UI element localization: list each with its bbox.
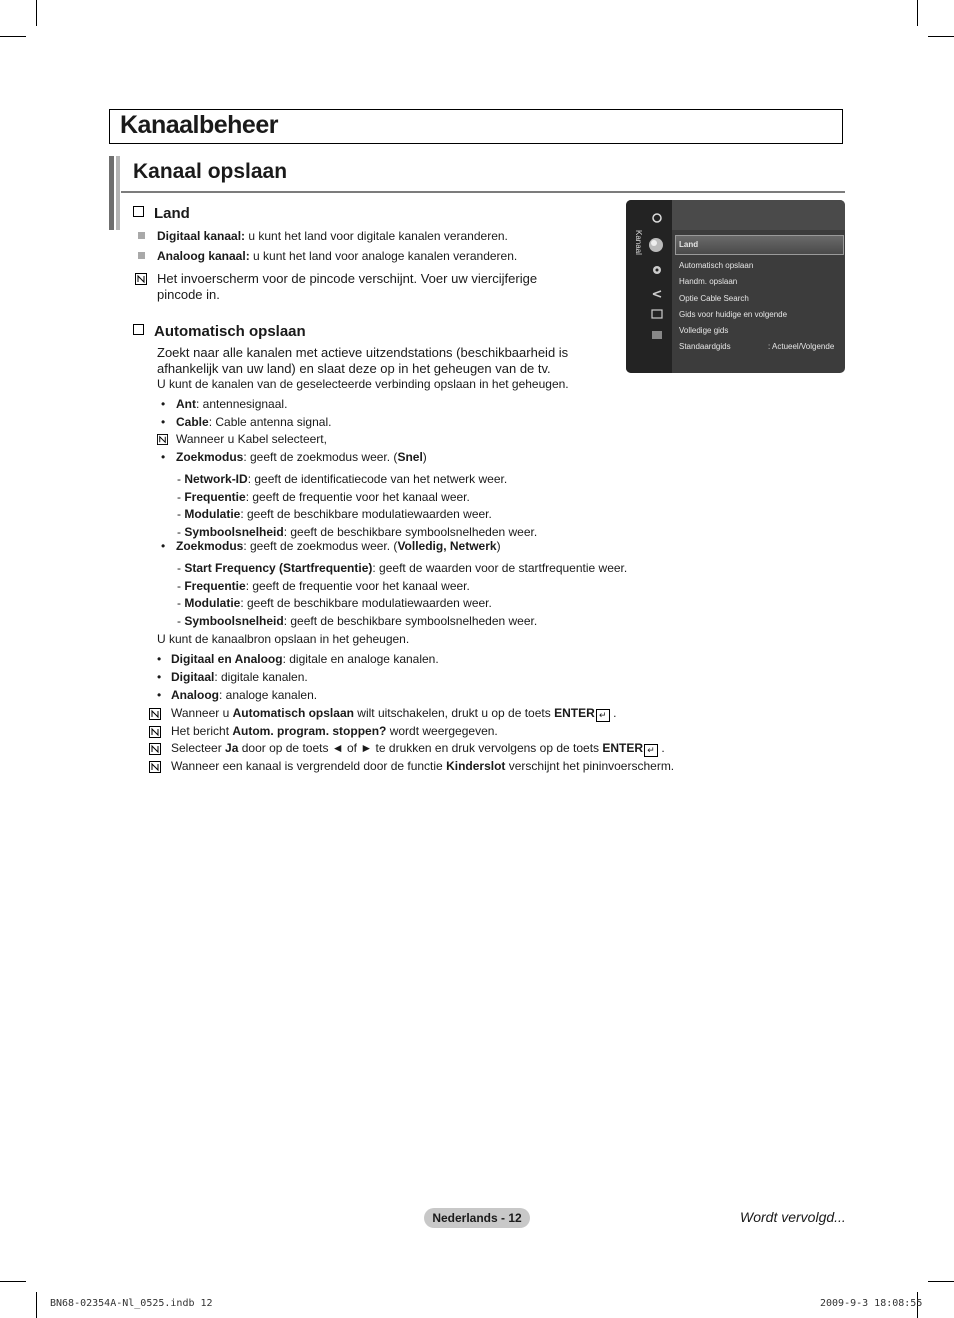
section-title: Kanaal opslaan: [133, 160, 288, 183]
crop-mark: [0, 1281, 26, 1282]
continued-label: Wordt vervolgd...: [740, 1209, 846, 1225]
section-bar: [116, 156, 120, 230]
crop-mark: [36, 1292, 37, 1318]
tv-menu-item: Automatisch opslaan: [679, 261, 754, 270]
tv-menu-item: Standaardgids: [679, 342, 731, 351]
source-item: Digitaal en Analoog: digitale en analoge kanalen.: [171, 652, 439, 666]
item-zoekmodus-snel: Zoekmodus: geeft de zoekmodus weer. (Snel): [176, 450, 427, 464]
bullet: •: [157, 670, 162, 684]
tv-menu-sidebar: [626, 200, 672, 373]
tv-menu-screenshot: [626, 200, 845, 373]
enter-icon: ↵: [596, 709, 610, 722]
land-heading: Land: [133, 205, 190, 222]
snel-item: - Symboolsnelheid: geeft de beschikbare symboolsnelheden weer.: [177, 525, 538, 539]
auto-intro: Zoekt naar alle kanalen met actieve uitzendstations (beschikbaarheid is afhankelijk van uw land) en slaat deze op in het geheugen van de tv.: [157, 345, 569, 376]
source-item: Analoog: analoge kanalen.: [171, 688, 318, 702]
full-item: - Symboolsnelheid: geeft de beschikbare symboolsnelheden weer.: [177, 614, 538, 628]
checkbox-icon: [133, 206, 144, 217]
full-item: - Modulatie: geeft de beschikbare modulatiewaarden weer.: [177, 596, 492, 610]
section-bar: [109, 156, 114, 230]
snel-item: - Frequentie: geeft de frequentie voor het kanaal weer.: [177, 490, 470, 504]
crop-mark: [928, 1281, 954, 1282]
auto-intro-connection: U kunt de kanalen van de geselecteerde verbinding opslaan in het geheugen.: [157, 377, 569, 391]
item-zoekmodus-volledig: Zoekmodus: geeft de zoekmodus weer. (Volledig, Netwerk): [176, 539, 501, 553]
snel-item: - Modulatie: geeft de beschikbare modulatiewaarden weer.: [177, 507, 492, 521]
square-bullet-icon: [138, 232, 145, 239]
tv-menu-item: Volledige gids: [679, 326, 729, 335]
note-icon: [157, 434, 168, 445]
input-icon: [651, 212, 663, 224]
media-icon: [651, 308, 663, 320]
full-item: - Frequentie: geeft de frequentie voor het kanaal weer.: [177, 579, 470, 593]
print-date-info: 2009-9-3 18:08:55: [820, 1298, 923, 1309]
bullet: •: [161, 397, 166, 411]
square-bullet-icon: [138, 252, 145, 259]
land-item-analog: Analoog kanaal: u kunt het land voor analoge kanalen veranderen.: [157, 249, 518, 263]
tv-menu-header: [672, 200, 845, 230]
tv-menu-item-value: : Actueel/Volgende: [768, 342, 835, 351]
gear-icon: [651, 264, 663, 276]
note-childlock: Wanneer een kanaal is vergrendeld door de functie Kinderslot verschijnt het pininvoerscherm.: [171, 759, 675, 773]
tv-menu-item: Gids voor huidige en volgende: [679, 310, 788, 319]
bullet: •: [157, 652, 162, 666]
tv-menu-selected-item: [675, 235, 844, 255]
support-icon: [651, 329, 663, 341]
checkbox-icon: [133, 324, 144, 335]
note-select: Selecteer Ja door op de toets ◄ of ► te drukken en druk vervolgens op de toets ENTER ↵ .: [171, 741, 665, 755]
item-cable: Cable: Cable antenna signal.: [176, 415, 332, 429]
note-icon: [149, 708, 161, 720]
bullet: •: [161, 450, 166, 464]
cable-note: Wanneer u Kabel selecteert,: [176, 432, 327, 446]
note-icon: [149, 743, 161, 755]
note-icon: [149, 761, 161, 773]
page-number: Nederlands - 12: [424, 1208, 530, 1228]
auto-heading: Automatisch opslaan: [133, 323, 306, 340]
tv-menu-item: Optie Cable Search: [679, 294, 749, 303]
land-item-digital: Digitaal kanaal: u kunt het land voor digitale kanalen veranderen.: [157, 229, 508, 243]
crop-mark: [917, 0, 918, 26]
bullet: •: [157, 688, 162, 702]
bullet: •: [161, 415, 166, 429]
chapter-title: Kanaalbeheer: [120, 111, 278, 139]
tv-menu-category: Kanaal: [634, 230, 643, 255]
note-icon: [149, 726, 161, 738]
tv-menu-item-land: Land: [679, 240, 699, 249]
bullet: •: [161, 539, 166, 553]
note-stop: Wanneer u Automatisch opslaan wilt uitschakelen, drukt u op de toets ENTER ↵ .: [171, 706, 617, 720]
full-item: - Start Frequency (Startfrequentie): geeft de waarden voor de startfrequentie weer.: [177, 561, 628, 575]
tv-menu-item: Handm. opslaan: [679, 277, 738, 286]
source-item: Digitaal: digitale kanalen.: [171, 670, 308, 684]
section-divider: [121, 191, 845, 193]
channel-icon: [648, 237, 664, 253]
print-file-info: BN68-02354A-Nl_0525.indb 12: [50, 1298, 213, 1309]
land-note: Het invoerscherm voor de pincode verschijnt. Voer uw viercijferige pincode in.: [157, 271, 538, 302]
crop-mark: [36, 0, 37, 26]
source-text: U kunt de kanaalbron opslaan in het geheugen.: [157, 632, 410, 646]
crop-mark: [928, 36, 954, 37]
note-message: Het bericht Autom. program. stoppen? wordt weergegeven.: [171, 724, 498, 738]
snel-item: - Network-ID: geeft de identificatiecode van het netwerk weer.: [177, 472, 508, 486]
crop-mark: [0, 36, 26, 37]
item-ant: Ant: antennesignaal.: [176, 397, 288, 411]
chapter-header: [109, 109, 843, 144]
enter-icon: ↵: [644, 744, 658, 757]
note-icon: [135, 273, 147, 285]
network-icon: [651, 288, 663, 300]
